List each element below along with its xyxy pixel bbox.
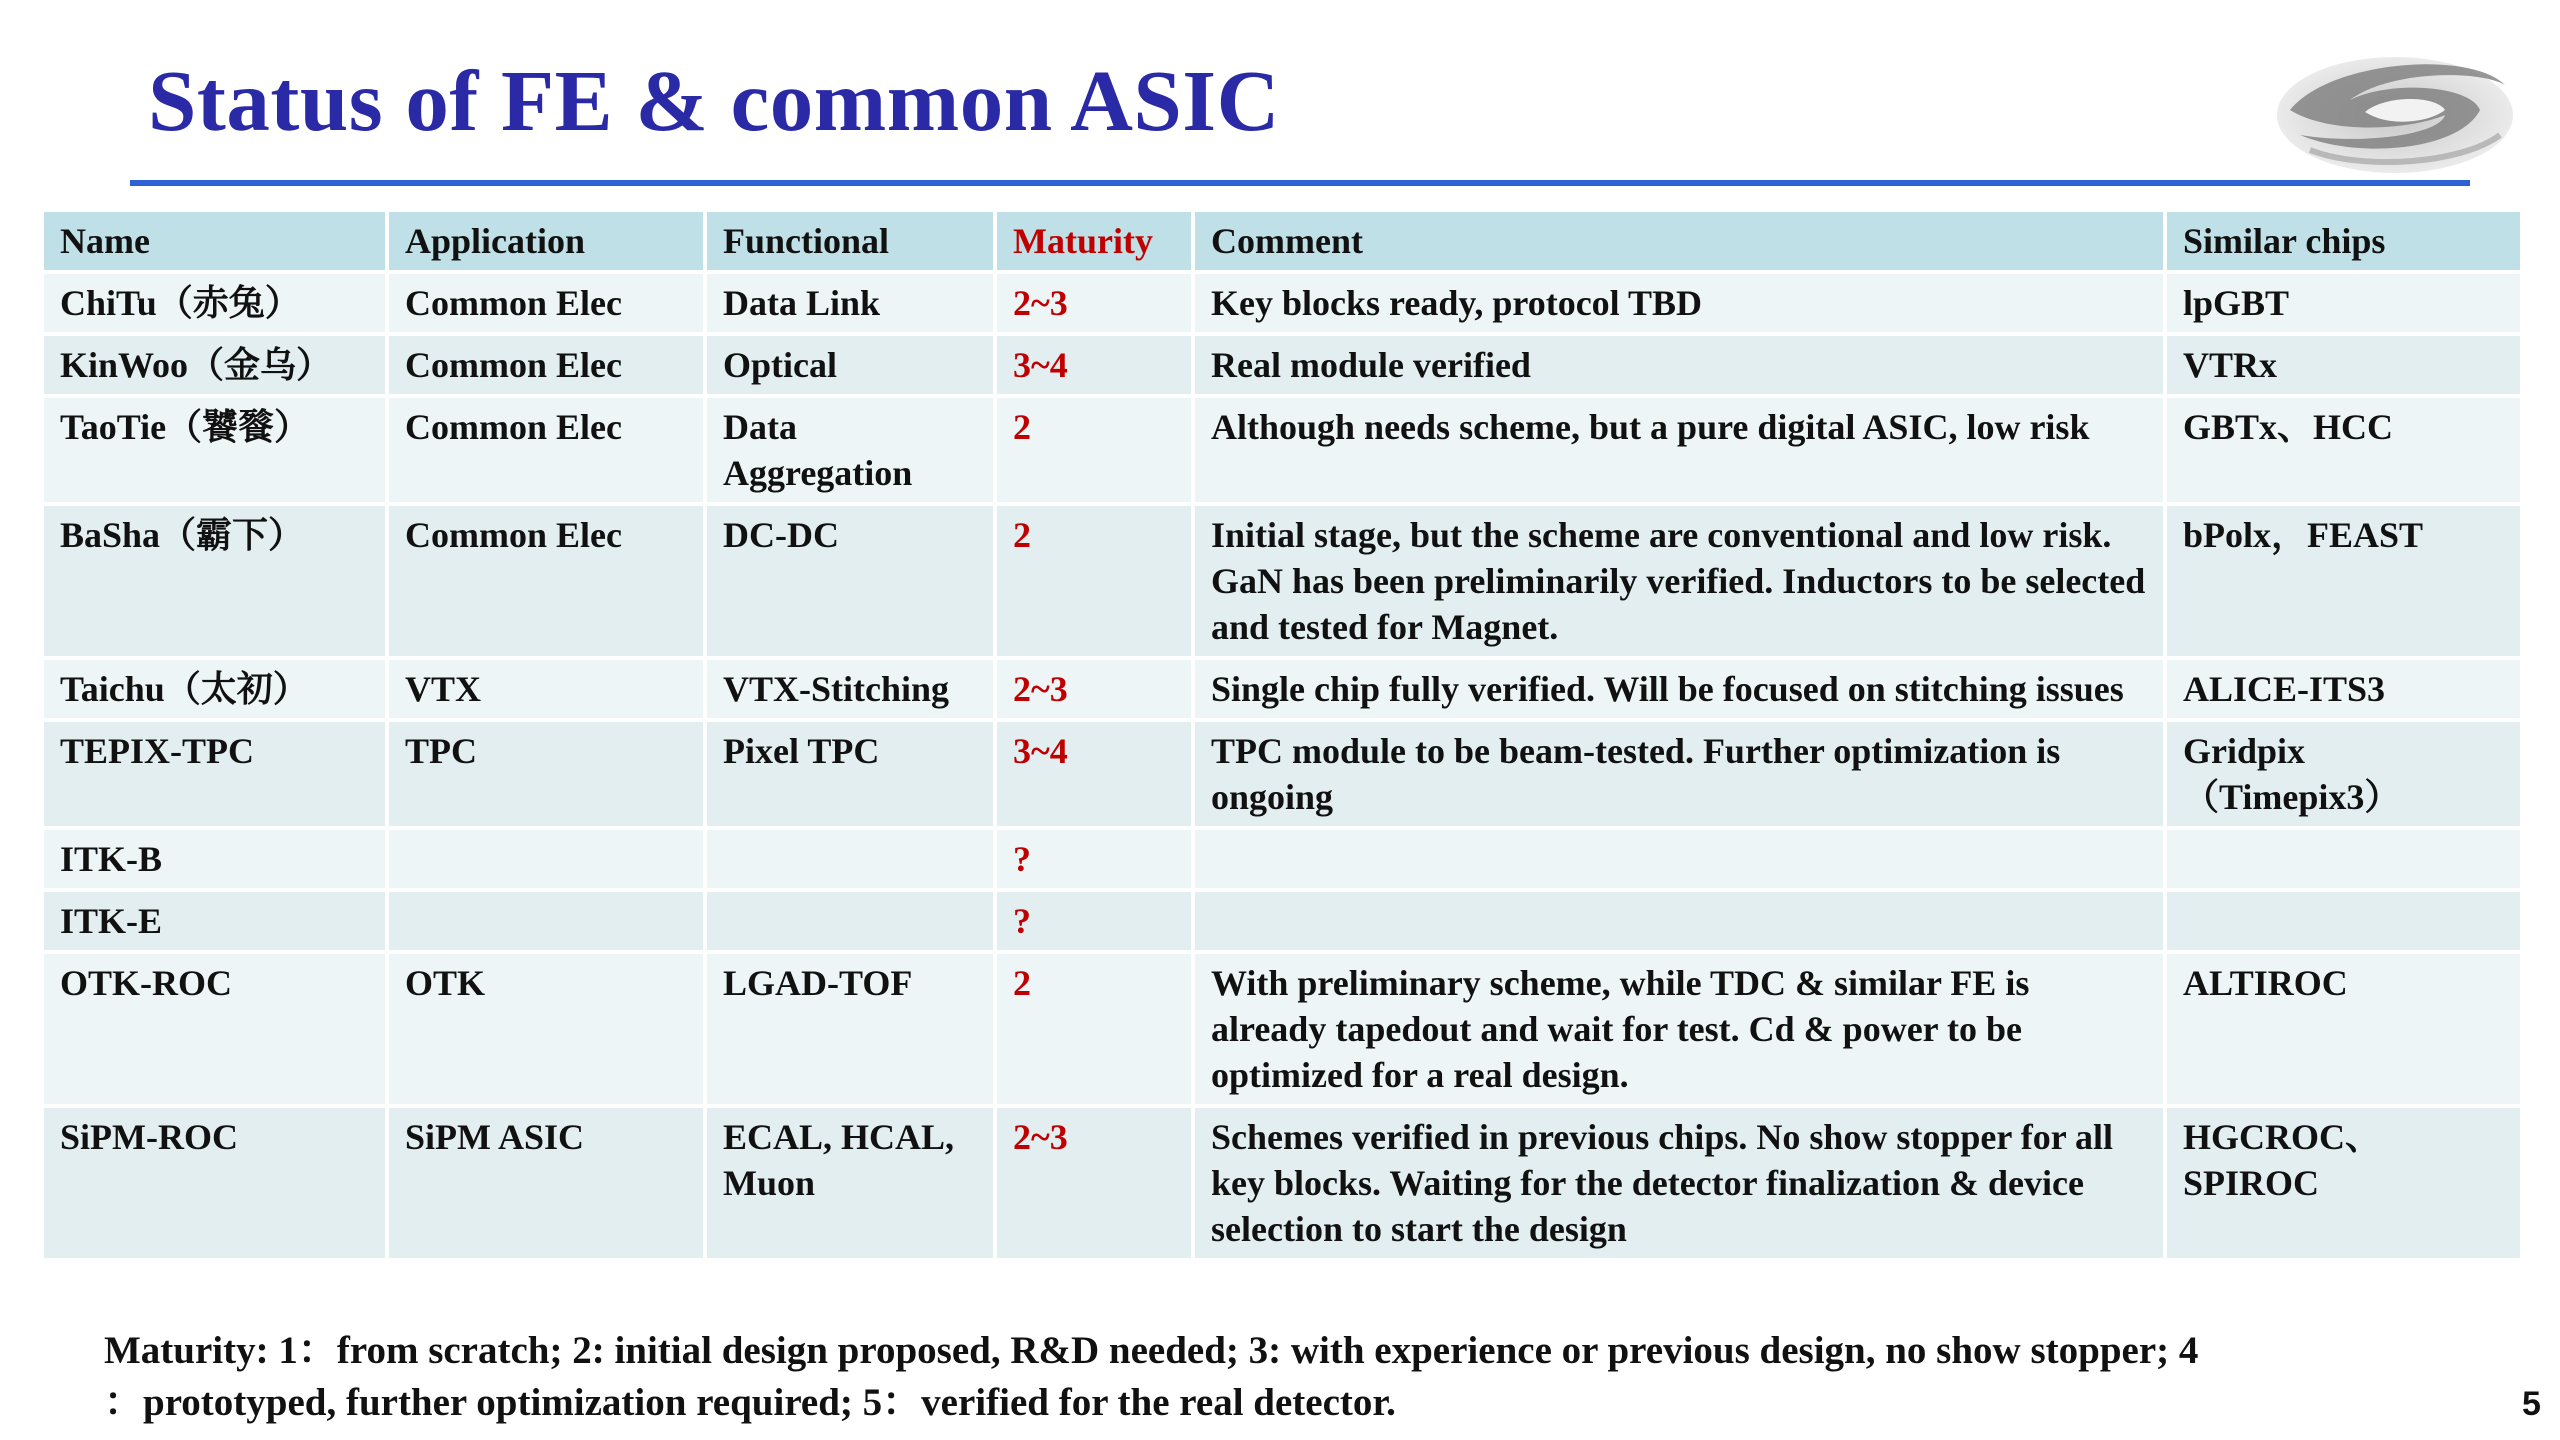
cell-similar-chips bbox=[2167, 830, 2520, 888]
cell-functional bbox=[707, 830, 993, 888]
cell-name: TaoTie（饕餮） bbox=[44, 398, 385, 502]
table-row bbox=[44, 398, 2520, 502]
cell-maturity: 2~3 bbox=[997, 274, 1191, 332]
cell-maturity: 2 bbox=[997, 398, 1191, 502]
cell-application: TPC bbox=[389, 722, 703, 826]
cell-maturity: ? bbox=[997, 892, 1191, 950]
footnote-line-1: Maturity: 1：from scratch; 2: initial design proposed, R&D needed; 3: with experience or previous design, no show stopper; 4 bbox=[104, 1329, 2199, 1372]
header-application: Application bbox=[389, 212, 703, 270]
table-row bbox=[44, 830, 2520, 888]
cell-functional: VTX-Stitching bbox=[707, 660, 993, 718]
cell-application: OTK bbox=[389, 954, 703, 1104]
cell-maturity: ? bbox=[997, 830, 1191, 888]
cell-comment bbox=[1195, 892, 2163, 950]
cell-functional: Data Link bbox=[707, 274, 993, 332]
cell-maturity: 2~3 bbox=[997, 1108, 1191, 1258]
table-row bbox=[44, 722, 2520, 826]
asic-status-table bbox=[40, 208, 2524, 1262]
cell-comment: Real module verified bbox=[1195, 336, 2163, 394]
cell-name: TEPIX-TPC bbox=[44, 722, 385, 826]
cell-comment: Initial stage, but the scheme are conventional and low risk. GaN has been preliminarily verified. Inductors to be selected and tested for Magnet. bbox=[1195, 506, 2163, 656]
header-maturity: Maturity bbox=[997, 212, 1191, 270]
cell-similar-chips: VTRx bbox=[2167, 336, 2520, 394]
institute-logo-icon bbox=[2270, 40, 2520, 180]
cell-similar-chips: bPolx，FEAST bbox=[2167, 506, 2520, 656]
cell-application: Common Elec bbox=[389, 398, 703, 502]
table-row bbox=[44, 506, 2520, 656]
table-row bbox=[44, 274, 2520, 332]
table-row bbox=[44, 336, 2520, 394]
cell-functional: Data Aggregation bbox=[707, 398, 993, 502]
cell-comment: Schemes verified in previous chips. No show stopper for all key blocks. Waiting for the detector finalization & device selection to start the design bbox=[1195, 1108, 2163, 1258]
cell-maturity: 2~3 bbox=[997, 660, 1191, 718]
footnote-line-2: ：prototyped, further optimization required; 5：verified for the real detector. bbox=[104, 1381, 1396, 1424]
cell-comment: TPC module to be beam-tested. Further optimization is ongoing bbox=[1195, 722, 2163, 826]
cell-application bbox=[389, 830, 703, 888]
cell-similar-chips: Gridpix （Timepix3） bbox=[2167, 722, 2520, 826]
cell-comment: Although needs scheme, but a pure digital ASIC, low risk bbox=[1195, 398, 2163, 502]
cell-similar-chips: ALICE-ITS3 bbox=[2167, 660, 2520, 718]
cell-application: Common Elec bbox=[389, 336, 703, 394]
cell-name: ITK-B bbox=[44, 830, 385, 888]
cell-similar-chips: GBTx、HCC bbox=[2167, 398, 2520, 502]
cell-comment: Key blocks ready, protocol TBD bbox=[1195, 274, 2163, 332]
table-row bbox=[44, 1108, 2520, 1258]
cell-similar-chips: ALTIROC bbox=[2167, 954, 2520, 1104]
cell-maturity: 2 bbox=[997, 954, 1191, 1104]
cell-comment: With preliminary scheme, while TDC & similar FE is already tapedout and wait for test. Cd & power to be optimized for a real design. bbox=[1195, 954, 2163, 1104]
cell-application: SiPM ASIC bbox=[389, 1108, 703, 1258]
cell-maturity: 3~4 bbox=[997, 336, 1191, 394]
cell-name: OTK-ROC bbox=[44, 954, 385, 1104]
cell-application bbox=[389, 892, 703, 950]
cell-name: ChiTu（赤兔） bbox=[44, 274, 385, 332]
cell-name: KinWoo（金乌） bbox=[44, 336, 385, 394]
cell-name: ITK-E bbox=[44, 892, 385, 950]
title-underline bbox=[130, 180, 2470, 186]
cell-maturity: 2 bbox=[997, 506, 1191, 656]
cell-comment bbox=[1195, 830, 2163, 888]
table-row bbox=[44, 660, 2520, 718]
cell-functional: ECAL, HCAL, Muon bbox=[707, 1108, 993, 1258]
cell-name: Taichu（太初） bbox=[44, 660, 385, 718]
header-functional: Functional bbox=[707, 212, 993, 270]
header-name: Name bbox=[44, 212, 385, 270]
cell-similar-chips bbox=[2167, 892, 2520, 950]
header-comment: Comment bbox=[1195, 212, 2163, 270]
cell-similar-chips: lpGBT bbox=[2167, 274, 2520, 332]
cell-comment: Single chip fully verified. Will be focused on stitching issues bbox=[1195, 660, 2163, 718]
cell-functional: Pixel TPC bbox=[707, 722, 993, 826]
maturity-footnote bbox=[104, 1325, 2444, 1429]
cell-application: Common Elec bbox=[389, 506, 703, 656]
cell-functional: LGAD-TOF bbox=[707, 954, 993, 1104]
table-header-row bbox=[44, 212, 2520, 270]
cell-functional: DC-DC bbox=[707, 506, 993, 656]
table-row bbox=[44, 954, 2520, 1104]
cell-name: BaSha（霸下） bbox=[44, 506, 385, 656]
cell-name: SiPM-ROC bbox=[44, 1108, 385, 1258]
cell-functional: Optical bbox=[707, 336, 993, 394]
table-row bbox=[44, 892, 2520, 950]
cell-application: Common Elec bbox=[389, 274, 703, 332]
cell-maturity: 3~4 bbox=[997, 722, 1191, 826]
page-number: 5 bbox=[2522, 1385, 2541, 1423]
cell-application: VTX bbox=[389, 660, 703, 718]
cell-functional bbox=[707, 892, 993, 950]
slide-title: Status of FE & common ASIC bbox=[148, 52, 1280, 149]
header-similar-chips: Similar chips bbox=[2167, 212, 2520, 270]
cell-similar-chips: HGCROC、SPIROC bbox=[2167, 1108, 2520, 1258]
